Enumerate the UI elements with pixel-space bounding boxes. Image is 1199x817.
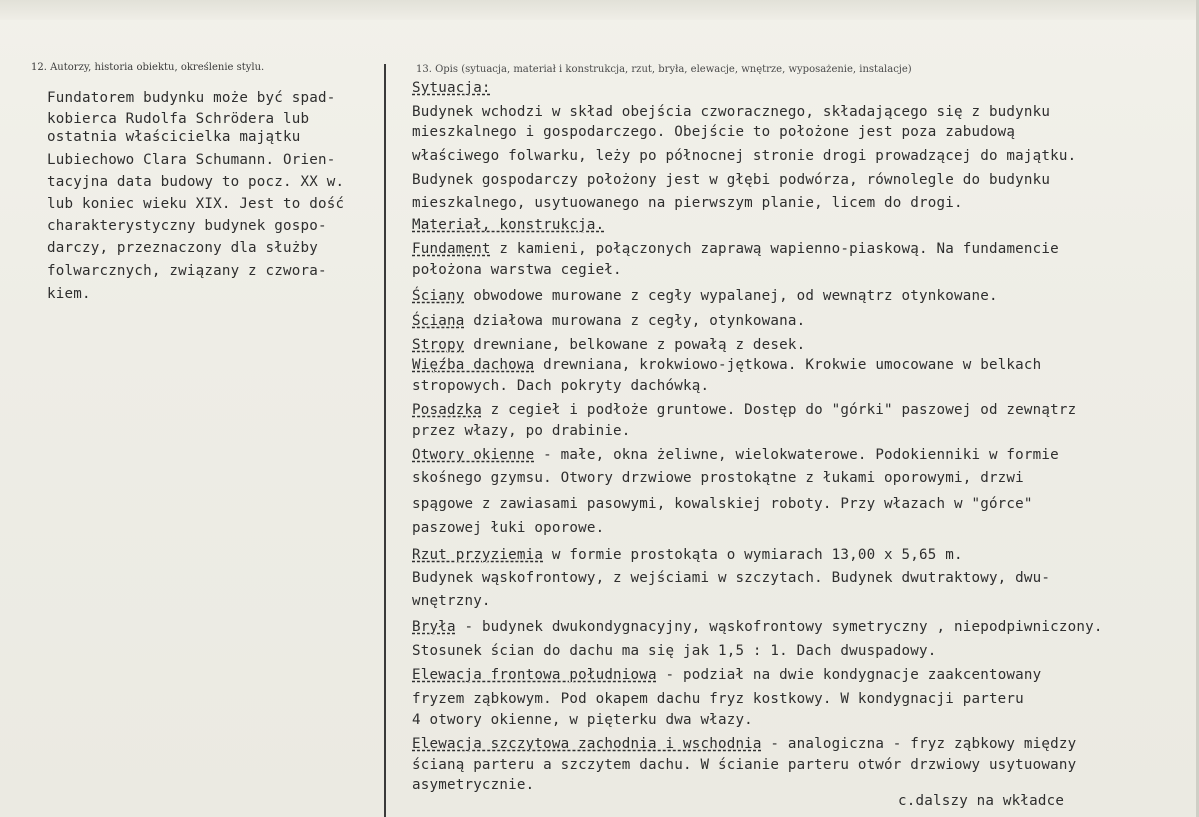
right-line: przez włazy, po drabinie.	[412, 423, 631, 439]
heading-otwory-okienne: Otwory okienne	[412, 447, 535, 463]
right-line: spągowe z zawiasami pasowymi, kowalskiej roboty. Przy włazach w "górce"	[412, 496, 1033, 512]
right-line: Stosunek ścian do dachu ma się jak 1,5 : 1. Dach dwuspadowy.	[412, 643, 937, 659]
left-line: folwarcznych, związany z czwora-	[47, 263, 327, 279]
right-line: Bryła - budynek dwukondygnacyjny, wąskofrontowy symetryczny , niepodpiwniczony.	[412, 619, 1103, 635]
right-line: wnętrzny.	[412, 593, 491, 609]
left-line: Fundatorem budynku może być spad-	[47, 90, 336, 106]
column-divider	[384, 64, 386, 817]
left-line: lub koniec wieku XIX. Jest to dość	[47, 196, 345, 212]
right-line: właściwego folwarku, leży po północnej stronie drogi prowadzącej do majątku.	[412, 148, 1077, 164]
left-line: darczy, przeznaczony dla służby	[47, 240, 318, 256]
heading-stropy: Stropy	[412, 337, 465, 353]
right-line: asymetrycznie.	[412, 777, 535, 793]
right-line: Budynek gospodarczy położony jest w głębi podwórza, równolegle do budynku	[412, 172, 1051, 188]
heading-material: Materiał, konstrukcja.	[412, 217, 605, 233]
right-line	[412, 80, 491, 96]
right-line: mieszkalnego, usytuowanego na pierwszym planie, licem do drogi.	[412, 195, 963, 211]
right-line: mieszkalnego i gospodarczego. Obejście to położone jest poza zabudową	[412, 124, 1016, 140]
heading-elewacja-frontowa: Elewacja frontowa południowa	[412, 667, 657, 683]
right-line: Fundament z kamieni, połączonych zaprawą wapienno-piaskową. Na fundamencie	[412, 241, 1059, 257]
section-12-header: 12. Autorzy, historia obiektu, określenie stylu.	[31, 62, 265, 73]
heading-bryla: Bryła	[412, 619, 456, 635]
heading-rzut: Rzut przyziemia	[412, 547, 544, 563]
section-13-header: 13. Opis (sytuacja, materiał i konstrukcja, rzut, bryła, elewacje, wnętrze, wyposażenie, instalacje)	[416, 64, 912, 75]
continuation-note: c.dalszy na wkładce	[898, 793, 1065, 809]
right-line: 4 otwory okienne, w pięterku dwa włazy.	[412, 712, 753, 728]
top-edge	[0, 0, 1199, 20]
heading-wiezba: Więźba dachowa	[412, 357, 535, 373]
heading-elewacja-szczytowa: Elewacja szczytowa zachodnia i wschodnia	[412, 736, 762, 752]
left-line: kiem.	[47, 286, 91, 302]
heading-sytuacja: Sytuacja:	[412, 80, 491, 96]
right-line: położona warstwa cegieł.	[412, 262, 622, 278]
right-line: skośnego gzymsu. Otwory drzwiowe prostokątne z łukami oporowymi, drzwi	[412, 470, 1024, 486]
heading-fundament: Fundament	[412, 241, 491, 257]
right-line: stropowych. Dach pokryty dachówką.	[412, 378, 710, 394]
right-line: paszowej łuki oporowe.	[412, 520, 605, 536]
right-line: Elewacja szczytowa zachodnia i wschodnia - analogiczna - fryz ząbkowy między	[412, 736, 1077, 752]
left-line: charakterystyczny budynek gospo-	[47, 218, 327, 234]
right-line: ścianą parteru a szczytem dachu. W ścianie parteru otwór drzwiowy usytuowany	[412, 757, 1077, 773]
heading-sciana: Ściana	[412, 313, 465, 329]
left-line: Lubiechowo Clara Schumann. Orien-	[47, 152, 336, 168]
right-line: Posadzka z cegieł i podłoże gruntowe. Dostęp do "górki" paszowej od zewnątrz	[412, 402, 1077, 418]
left-line: tacyjna data budowy to pocz. XX w.	[47, 174, 345, 190]
right-line: Budynek wąskofrontowy, z wejściami w szczytach. Budynek dwutraktowy, dwu-	[412, 570, 1051, 586]
left-line: ostatnia właścicielka majątku	[47, 129, 301, 145]
right-line: Budynek wchodzi w skład obejścia czworacznego, składającego się z budynku	[412, 104, 1051, 120]
right-line: Stropy drewniane, belkowane z powałą z desek.	[412, 337, 806, 353]
right-line: Rzut przyziemia w formie prostokąta o wymiarach 13,00 x 5,65 m.	[412, 547, 963, 563]
left-line: kobierca Rudolfa Schrödera lub	[47, 111, 310, 127]
right-line: Ściany obwodowe murowane z cegły wypalanej, od wewnątrz otynkowane.	[412, 288, 998, 304]
right-line: Ściana działowa murowana z cegły, otynkowana.	[412, 313, 806, 329]
right-line: Otwory okienne - małe, okna żeliwne, wielokwaterowe. Podokienniki w formie	[412, 447, 1059, 463]
right-line: Więźba dachowa drewniana, krokwiowo-jętkowa. Krokwie umocowane w belkach	[412, 357, 1042, 373]
heading-sciany: Ściany	[412, 288, 465, 304]
right-line: fryzem ząbkowym. Pod okapem dachu fryz kostkowy. W kondygnacji parteru	[412, 691, 1024, 707]
right-line	[412, 217, 604, 233]
right-line: Elewacja frontowa południowa - podział na dwie kondygnacje zaakcentowany	[412, 667, 1042, 683]
heading-posadzka: Posadzka	[412, 402, 482, 418]
